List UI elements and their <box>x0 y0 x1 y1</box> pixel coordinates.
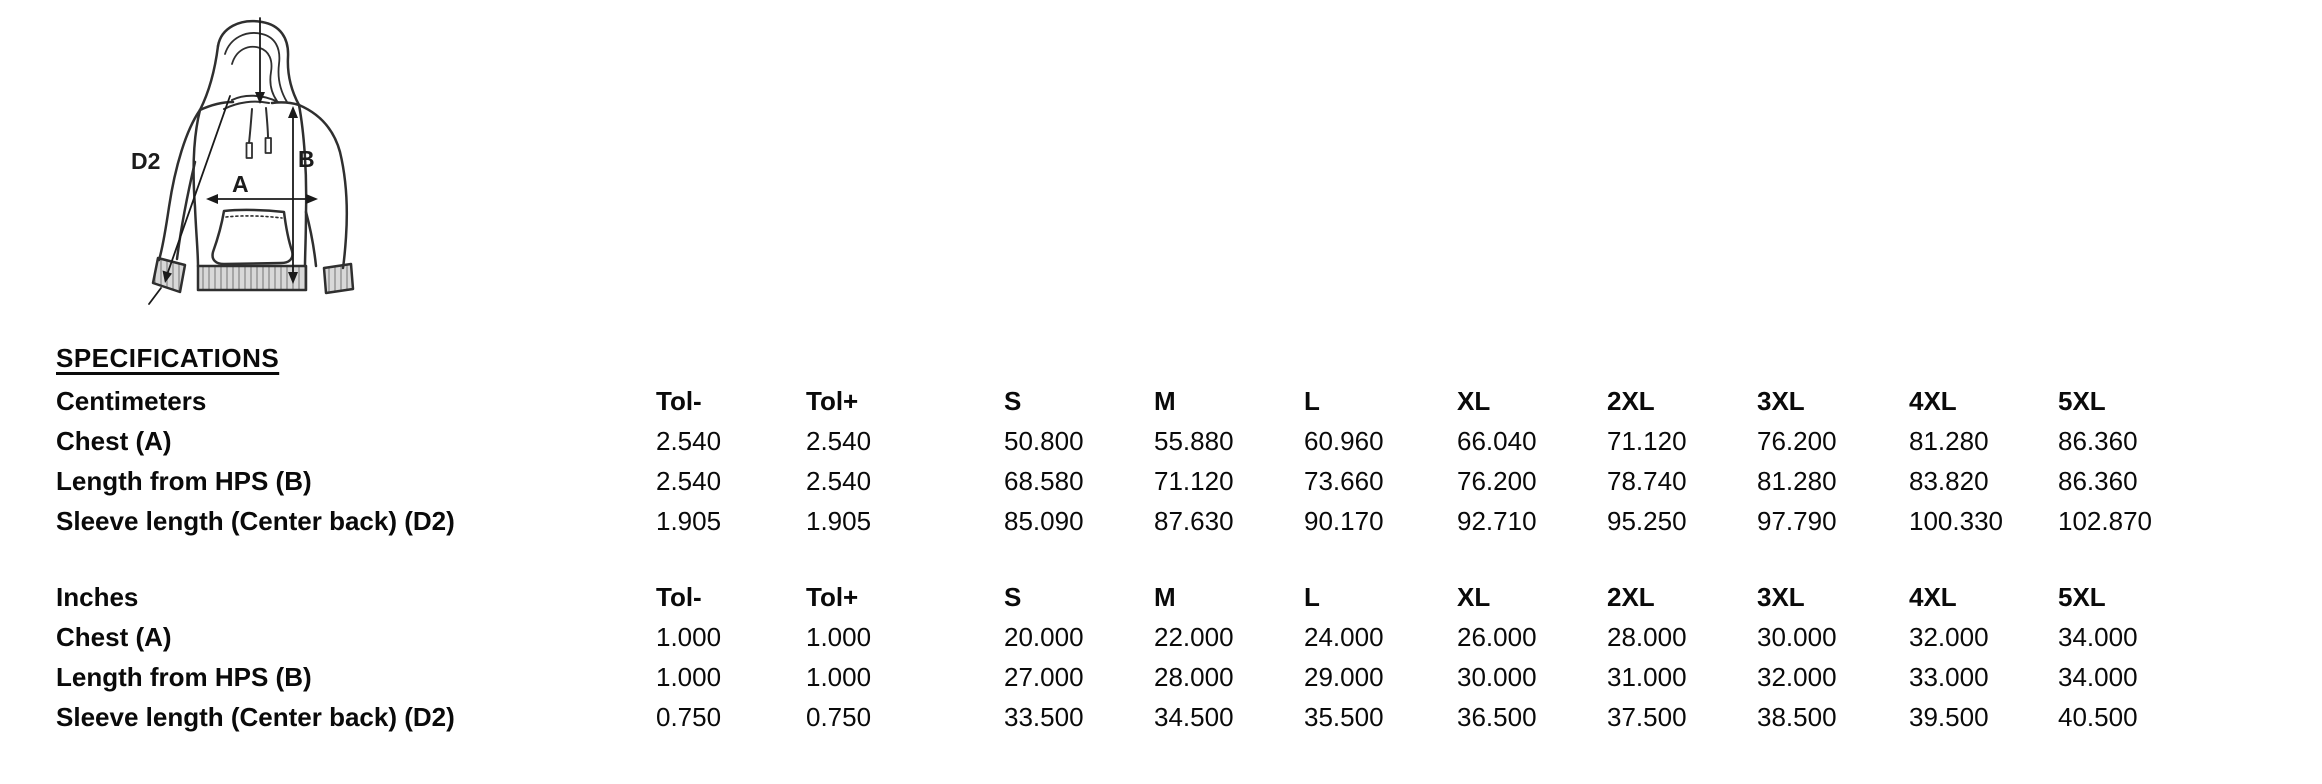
hoodie-drawstrings <box>247 108 272 158</box>
row-label: Length from HPS (B) <box>56 465 312 496</box>
cell-value: 102.870 <box>2058 505 2152 536</box>
cell-value: 1.000 <box>806 621 872 652</box>
hoodie-hood <box>200 21 299 110</box>
cell-value: 27.000 <box>1004 661 1084 692</box>
unit-label: Inches <box>56 581 139 612</box>
row-label: Chest (A) <box>56 425 172 456</box>
cell-value: 95.250 <box>1607 505 1687 536</box>
cell-value: 68.580 <box>1004 465 1084 496</box>
column-header: 3XL <box>1757 581 1805 612</box>
cell-value: 30.000 <box>1457 661 1537 692</box>
row-label: Length from HPS (B) <box>56 661 312 692</box>
cell-value: 2.540 <box>656 425 722 456</box>
cell-value: 32.000 <box>1757 661 1837 692</box>
cell-value: 2.540 <box>806 465 872 496</box>
cell-value: 38.500 <box>1757 701 1837 732</box>
column-header: Tol+ <box>806 581 859 612</box>
column-header: XL <box>1457 581 1491 612</box>
cell-value: 76.200 <box>1757 425 1837 456</box>
cell-value: 33.500 <box>1004 701 1084 732</box>
cell-value: 40.500 <box>2058 701 2138 732</box>
cell-value: 92.710 <box>1457 505 1537 536</box>
measure-line-a <box>206 194 318 204</box>
column-header: XL <box>1457 385 1491 416</box>
measure-line-b <box>288 106 298 284</box>
cell-value: 1.000 <box>656 621 722 652</box>
column-header: 4XL <box>1909 385 1957 416</box>
cell-value: 71.120 <box>1154 465 1234 496</box>
cell-value: 83.820 <box>1909 465 1989 496</box>
cell-value: 35.500 <box>1304 701 1384 732</box>
cell-value: 33.000 <box>1909 661 1989 692</box>
table-header-row <box>56 381 2322 421</box>
cell-value: 39.500 <box>1909 701 1989 732</box>
cell-value: 1.905 <box>806 505 872 536</box>
cell-value: 34.000 <box>2058 661 2138 692</box>
column-header: S <box>1004 385 1022 416</box>
cell-value: 2.540 <box>656 465 722 496</box>
column-header: L <box>1304 581 1320 612</box>
cell-value: 1.000 <box>806 661 872 692</box>
centimeters-table <box>56 381 2322 541</box>
hoodie-diagram <box>128 12 368 307</box>
cell-value: 55.880 <box>1154 425 1234 456</box>
cell-value: 78.740 <box>1607 465 1687 496</box>
table-row <box>56 697 2322 737</box>
row-label: Chest (A) <box>56 621 172 652</box>
hoodie-pocket <box>213 210 293 264</box>
column-header: 5XL <box>2058 385 2106 416</box>
cell-value: 1.000 <box>656 661 722 692</box>
diagram-label-a: A <box>232 171 249 197</box>
cell-value: 81.280 <box>1909 425 1989 456</box>
column-header: L <box>1304 385 1320 416</box>
cell-value: 97.790 <box>1757 505 1837 536</box>
column-header: S <box>1004 581 1022 612</box>
cell-value: 86.360 <box>2058 425 2138 456</box>
hoodie-hem <box>198 266 306 290</box>
column-header: 4XL <box>1909 581 1957 612</box>
cell-value: 31.000 <box>1607 661 1687 692</box>
cell-value: 66.040 <box>1457 425 1537 456</box>
column-header: Tol- <box>656 385 702 416</box>
table-header-row <box>56 577 2322 617</box>
diagram-label-b: B <box>298 146 315 172</box>
cell-value: 28.000 <box>1154 661 1234 692</box>
cell-value: 90.170 <box>1304 505 1384 536</box>
column-header: 2XL <box>1607 385 1655 416</box>
column-header: Tol+ <box>806 385 859 416</box>
hoodie-right-cuff <box>324 264 353 293</box>
cell-value: 28.000 <box>1607 621 1687 652</box>
column-header: M <box>1154 581 1176 612</box>
cell-value: 1.905 <box>656 505 722 536</box>
diagram-label-d2: D2 <box>131 148 161 174</box>
column-header: 3XL <box>1757 385 1805 416</box>
measure-line-center <box>255 18 265 104</box>
row-label: Sleeve length (Center back) (D2) <box>56 701 455 732</box>
cell-value: 22.000 <box>1154 621 1234 652</box>
cell-value: 34.500 <box>1154 701 1234 732</box>
cell-value: 26.000 <box>1457 621 1537 652</box>
cell-value: 87.630 <box>1154 505 1234 536</box>
cell-value: 71.120 <box>1607 425 1687 456</box>
table-row <box>56 421 2322 461</box>
table-row <box>56 461 2322 501</box>
row-label: Sleeve length (Center back) (D2) <box>56 505 455 536</box>
column-header: 5XL <box>2058 581 2106 612</box>
cell-value: 24.000 <box>1304 621 1384 652</box>
column-header: M <box>1154 385 1176 416</box>
cell-value: 29.000 <box>1304 661 1384 692</box>
cell-value: 37.500 <box>1607 701 1687 732</box>
column-header: 2XL <box>1607 581 1655 612</box>
cell-value: 100.330 <box>1909 505 2003 536</box>
cell-value: 86.360 <box>2058 465 2138 496</box>
cell-value: 0.750 <box>806 701 872 732</box>
cell-value: 76.200 <box>1457 465 1537 496</box>
cell-value: 81.280 <box>1757 465 1837 496</box>
table-row <box>56 617 2322 657</box>
cell-value: 20.000 <box>1004 621 1084 652</box>
cell-value: 36.500 <box>1457 701 1537 732</box>
cell-value: 60.960 <box>1304 425 1384 456</box>
cell-value: 50.800 <box>1004 425 1084 456</box>
unit-label: Centimeters <box>56 385 207 416</box>
table-row <box>56 501 2322 541</box>
cell-value: 30.000 <box>1757 621 1837 652</box>
cell-value: 32.000 <box>1909 621 1989 652</box>
cell-value: 73.660 <box>1304 465 1384 496</box>
hoodie-body <box>159 102 347 268</box>
cell-value: 0.750 <box>656 701 722 732</box>
cell-value: 34.000 <box>2058 621 2138 652</box>
table-row <box>56 657 2322 697</box>
page-title: SPECIFICATIONS <box>56 343 280 373</box>
column-header: Tol- <box>656 581 702 612</box>
inches-table <box>56 577 2322 737</box>
cell-value: 85.090 <box>1004 505 1084 536</box>
cell-value: 2.540 <box>806 425 872 456</box>
